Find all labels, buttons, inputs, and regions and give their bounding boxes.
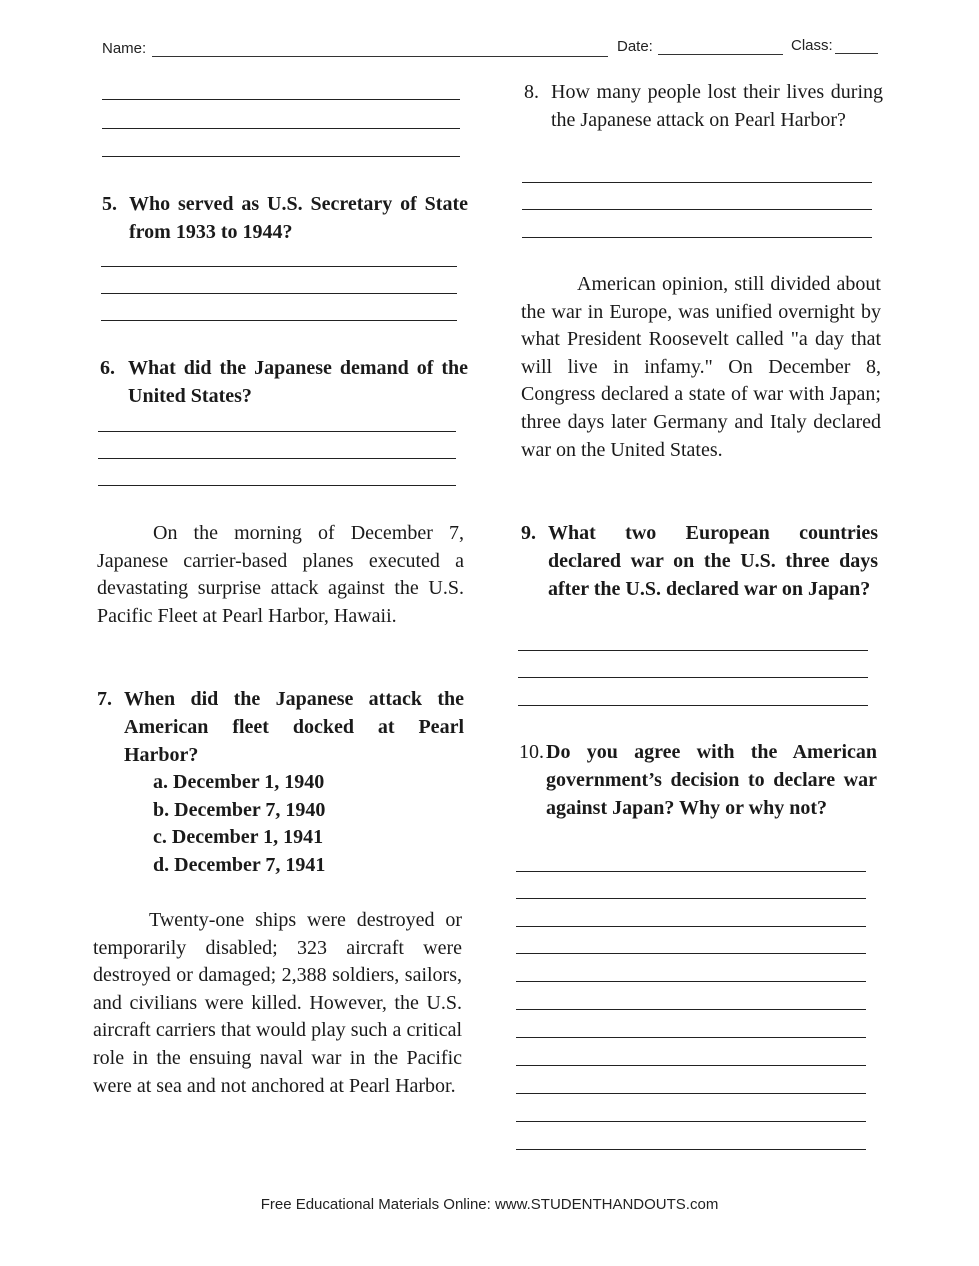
date-label: Date: [617,38,653,55]
option-text: December 7, 1941 [174,854,326,876]
question-number: 8. [524,81,539,103]
answer-line[interactable] [516,953,866,954]
question-text: What two European countries declared war on the U.S. three days after the U.S. declared war on Japan? [548,522,878,600]
paragraph-text: Twenty-one ships were destroyed or temporarily disabled; 323 aircraft were destroyed or damaged; 2,388 soldiers, sailors, and civilians were killed. However, the U.S. aircraft carriers that would play such a critical role in the ensuing naval war in the Pacific were at sea and not anchored at Pearl Harbor. [93,909,462,1097]
answer-line[interactable] [522,237,872,238]
name-label: Name: [102,40,147,57]
answer-line[interactable] [102,128,460,129]
answer-line[interactable] [102,99,460,100]
answer-line[interactable] [516,871,866,872]
option-c[interactable] [153,823,323,851]
option-letter: c. [153,826,167,848]
answer-line[interactable] [516,1093,866,1094]
question-8 [524,78,883,134]
answer-line[interactable] [516,981,866,982]
answer-line[interactable] [518,650,868,651]
question-number: 10. [519,741,544,763]
paragraph [97,520,464,630]
answer-line[interactable] [98,458,456,459]
option-text: December 1, 1940 [173,771,325,793]
answer-line[interactable] [516,1121,866,1122]
option-letter: d. [153,854,170,876]
question-number: 6. [100,357,115,379]
question-number: 7. [97,688,112,710]
question-number: 5. [102,193,117,215]
answer-line[interactable] [518,705,868,706]
date-field[interactable] [658,54,783,55]
answer-line[interactable] [101,266,457,267]
name-field[interactable] [152,56,608,57]
class-label: Class: [791,37,833,54]
question-text: When did the Japanese attack the American fleet docked at Pearl Harbor? [124,688,464,766]
option-d[interactable] [153,851,325,879]
option-a[interactable] [153,768,324,796]
question-text: Who served as U.S. Secretary of State from 1933 to 1944? [129,193,468,243]
question-7 [97,685,464,769]
answer-line[interactable] [522,182,872,183]
question-number: 9. [521,522,536,544]
answer-line[interactable] [98,431,456,432]
answer-line[interactable] [516,1149,866,1150]
question-text: What did the Japanese demand of the United States? [128,357,468,407]
option-text: December 7, 1940 [174,799,326,821]
footer-credit: Free Educational Materials Online: www.STUDENTHANDOUTS.com [260,1196,719,1213]
option-letter: b. [153,799,170,821]
answer-line[interactable] [516,1065,866,1066]
option-letter: a. [153,771,168,793]
paragraph-text: American opinion, still divided about the war in Europe, was unified overnight by what President Roosevelt called "a day that will live in infamy." On December 8, Congress declared a state of war with Japan; three days later Germany and Italy declared war on the United States. [521,273,881,461]
question-10 [519,738,877,822]
paragraph-text: On the morning of December 7, Japanese carrier-based planes executed a devastating surprise attack against the U.S. Pacific Fleet at Pearl Harbor, Hawaii. [97,522,464,627]
answer-line[interactable] [516,1009,866,1010]
answer-line[interactable] [102,156,460,157]
answer-line[interactable] [101,293,457,294]
answer-line[interactable] [518,677,868,678]
option-text: December 1, 1941 [171,826,324,848]
question-5 [102,190,468,246]
class-field[interactable] [835,53,878,54]
answer-line[interactable] [516,898,866,899]
question-text: Do you agree with the American government’s decision to declare war against Japan? Why or why not? [546,741,877,819]
paragraph [93,907,462,1100]
question-6 [100,354,468,410]
answer-line[interactable] [101,320,457,321]
answer-line[interactable] [98,485,456,486]
option-b[interactable] [153,796,325,824]
paragraph [521,271,881,464]
answer-line[interactable] [522,209,872,210]
question-9 [521,519,878,603]
question-text: How many people lost their lives during the Japanese attack on Pearl Harbor? [551,81,883,131]
answer-line[interactable] [516,926,866,927]
answer-line[interactable] [516,1037,866,1038]
